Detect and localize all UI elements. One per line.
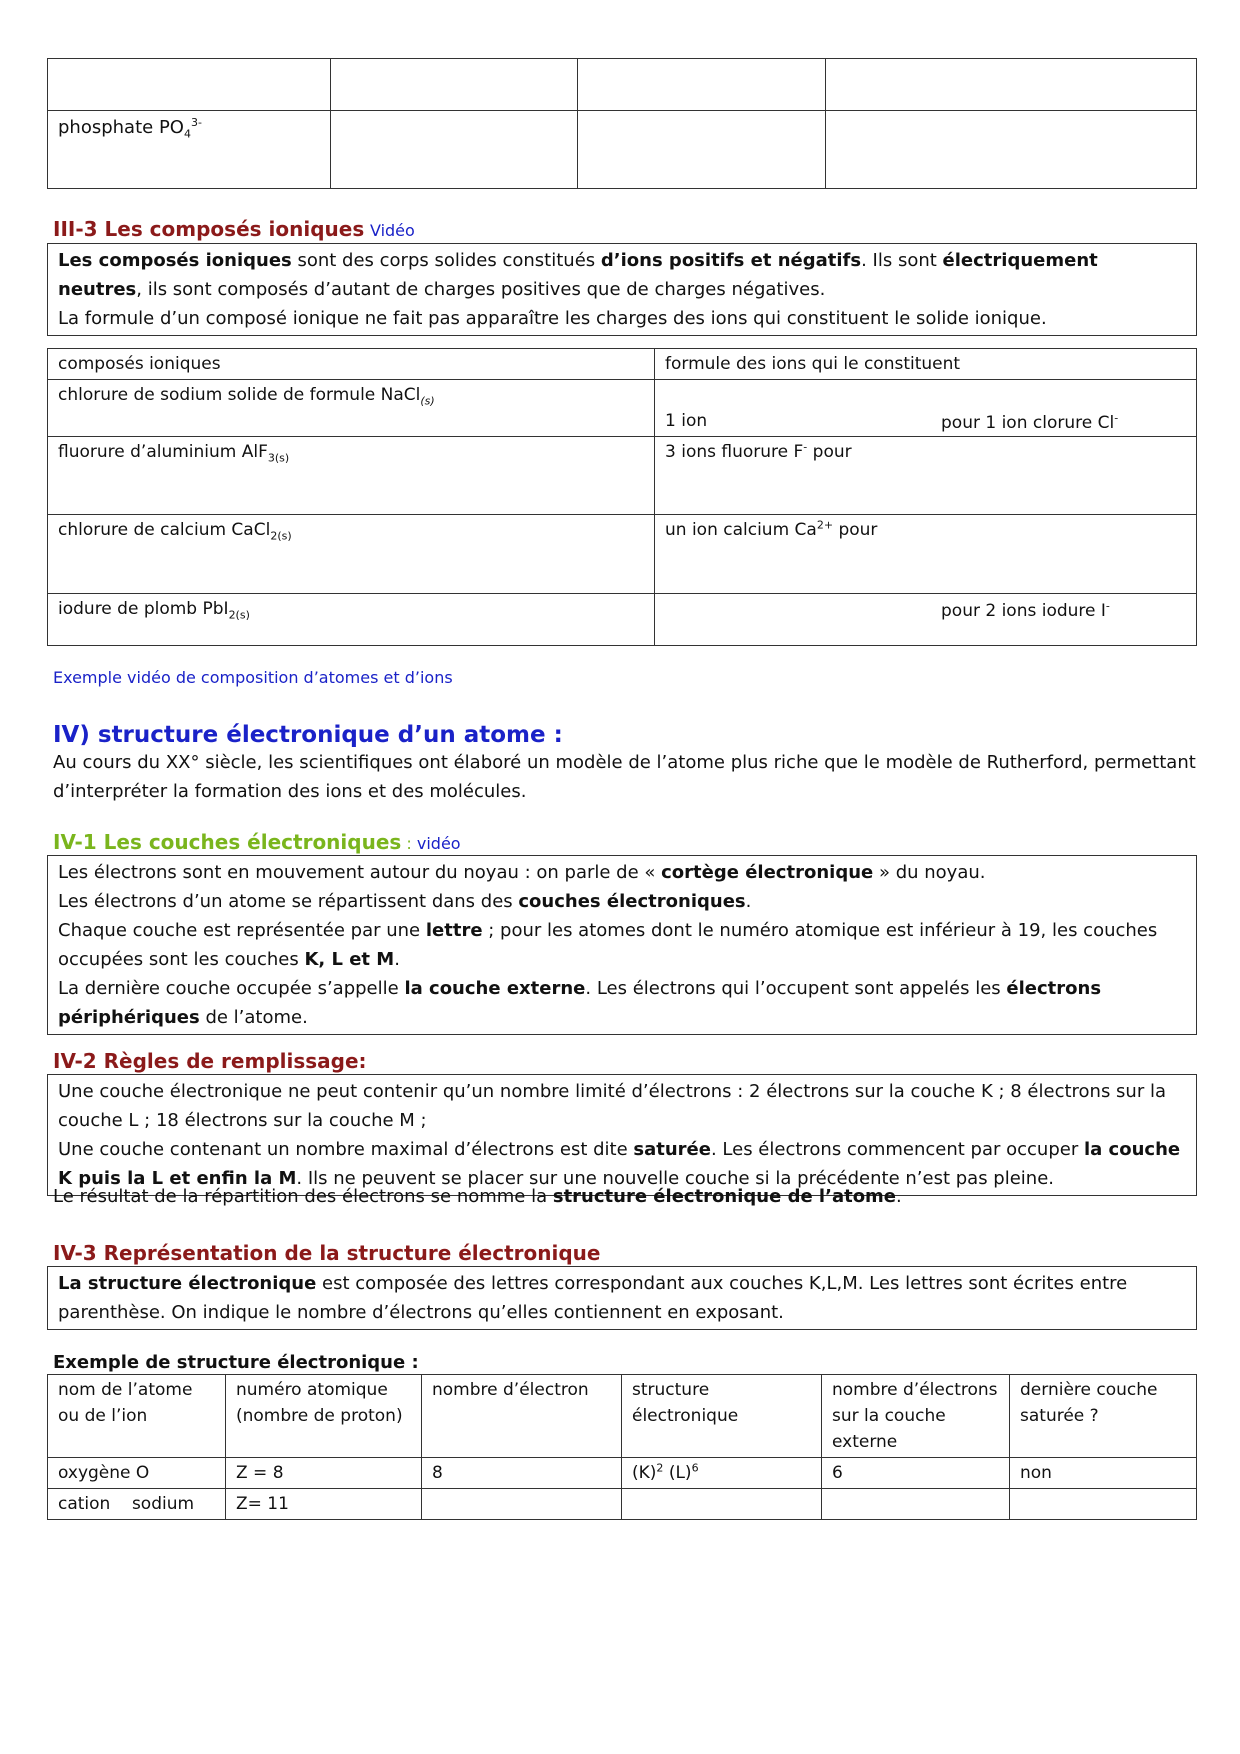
table-cell: cation sodium xyxy=(48,1489,226,1520)
phosphate-cell: phosphate $PO_4^{3-}$ xyxy=(48,111,331,189)
table-cell xyxy=(48,59,331,111)
ionic-compounds-table xyxy=(47,348,1197,646)
section-4-intro: Au cours du XX° siècle, les scientifiques ont élaboré un modèle de l’atome plus riche que le modèle de Rutherford, permettant d’interpréter la formation des ions et des molécules. xyxy=(53,752,1196,802)
section-title: IV-1 Les couches électroniques xyxy=(53,830,402,854)
example-video-link[interactable]: Exemple vidéo de composition d’atomes et d’ions xyxy=(53,668,453,687)
electron-shells-box: Les électrons sont en mouvement autour du noyau : on parle de « cortège électronique » du noyau. Les électrons d’un atome se répartissent dans des couches électroniques. Chaque couche est représentée par une lettre ; pour les atomes dont le numéro atomique est inférieur à 19, les couches occupées sont les couches K, L et M. La dernière couche occupée s’appelle la couche externe. Les électrons qui l’occupent sont appelés les électrons périphériques de l’atome. xyxy=(47,855,1197,1035)
table-cell: 1 ion pour 1 ion clorure Cl- xyxy=(655,380,1197,437)
table-header: dernière couche saturée ? xyxy=(1010,1375,1197,1458)
table-cell: Z = 8 xyxy=(226,1458,422,1489)
table-header: numéro atomique (nombre de proton) xyxy=(226,1375,422,1458)
section-4-2-title: IV-2 Règles de remplissage: xyxy=(53,1049,367,1073)
top-ion-table xyxy=(47,58,1197,189)
table-header: nombre d’électron xyxy=(422,1375,622,1458)
table-header: structure électronique xyxy=(622,1375,822,1458)
table-cell xyxy=(578,59,826,111)
table-cell: iodure de plomb PbI$_{2(s)}$ xyxy=(48,594,655,646)
section-4-title: IV) structure électronique d’un atome : xyxy=(53,722,563,748)
table-cell xyxy=(331,59,578,111)
table-header: composés ioniques xyxy=(48,349,655,380)
electronic-structure-table xyxy=(47,1374,1197,1520)
table-cell xyxy=(331,111,578,189)
table-cell: chlorure de sodium solide de formule NaCl$_{(s)}$ xyxy=(48,380,655,437)
section-4-1-heading: IV-1 Les couches électroniques : vidéo xyxy=(53,830,461,854)
table-cell xyxy=(1010,1489,1197,1520)
section-3-heading xyxy=(53,216,415,242)
table-cell xyxy=(822,1489,1010,1520)
video-link[interactable]: Vidéo xyxy=(369,221,415,240)
table-cell xyxy=(826,59,1197,111)
filling-rules-result: Le résultat de la répartition des électrons se nomme la structure électronique de l’atome. xyxy=(53,1186,902,1207)
table-cell: pour 2 ions iodure I- xyxy=(655,594,1197,646)
table-cell xyxy=(422,1489,622,1520)
table-cell: 6 xyxy=(822,1458,1010,1489)
section-title: III-3 Les composés ioniques xyxy=(53,217,365,241)
table-cell: Z= 11 xyxy=(226,1489,422,1520)
ionic-compounds-box: Les composés ioniques sont des corps solides constitués d’ions positifs et négatifs. Ils sont électriquement neutres, ils sont composés d’autant de charges positives que de charges négatives. La formule d’un composé ionique ne fait pas apparaître les charges des ions qui constituent le solide ionique. xyxy=(47,243,1197,336)
table-cell: oxygène O xyxy=(48,1458,226,1489)
table-cell: $(K)^2$ $(L)^6$ xyxy=(622,1458,822,1489)
filling-rules-box: Une couche électronique ne peut contenir qu’un nombre limité d’électrons : 2 électrons sur la couche K ; 8 électrons sur la couche L ; 18 électrons sur la couche M ; Une couche contenant un nombre maximal d’électrons est dite saturée. Les électrons commencent par occuper la couche K puis la L et enfin la M. Ils ne peuvent se placer sur une nouvelle couche si la précédente n’est pas pleine. xyxy=(47,1074,1197,1196)
table-cell: fluorure d’aluminium AlF$_{3(s)}$ xyxy=(48,437,655,515)
structure-representation-box: La structure électronique est composée des lettres correspondant aux couches K,L,M. Les lettres sont écrites entre parenthèse. On indique le nombre d’électrons qu’elles contiennent en exposant. xyxy=(47,1266,1197,1330)
table-cell xyxy=(826,111,1197,189)
table-cell xyxy=(622,1489,822,1520)
video-link[interactable]: vidéo xyxy=(416,834,461,853)
section-4-3-title: IV-3 Représentation de la structure électronique xyxy=(53,1241,601,1265)
table-cell: chlorure de calcium CaCl$_{2(s)}$ xyxy=(48,515,655,594)
table-cell: 3 ions fluorure F- pour xyxy=(655,437,1197,515)
table-header: nom de l’atome ou de l’ion xyxy=(48,1375,226,1458)
table-cell: non xyxy=(1010,1458,1197,1489)
table-cell: 8 xyxy=(422,1458,622,1489)
table-cell xyxy=(578,111,826,189)
table-cell: un ion calcium $Ca^{2+}$ pour xyxy=(655,515,1197,594)
table-header: formule des ions qui le constituent xyxy=(655,349,1197,380)
table-header: nombre d’électrons sur la couche externe xyxy=(822,1375,1010,1458)
example-title: Exemple de structure électronique : xyxy=(53,1352,419,1373)
